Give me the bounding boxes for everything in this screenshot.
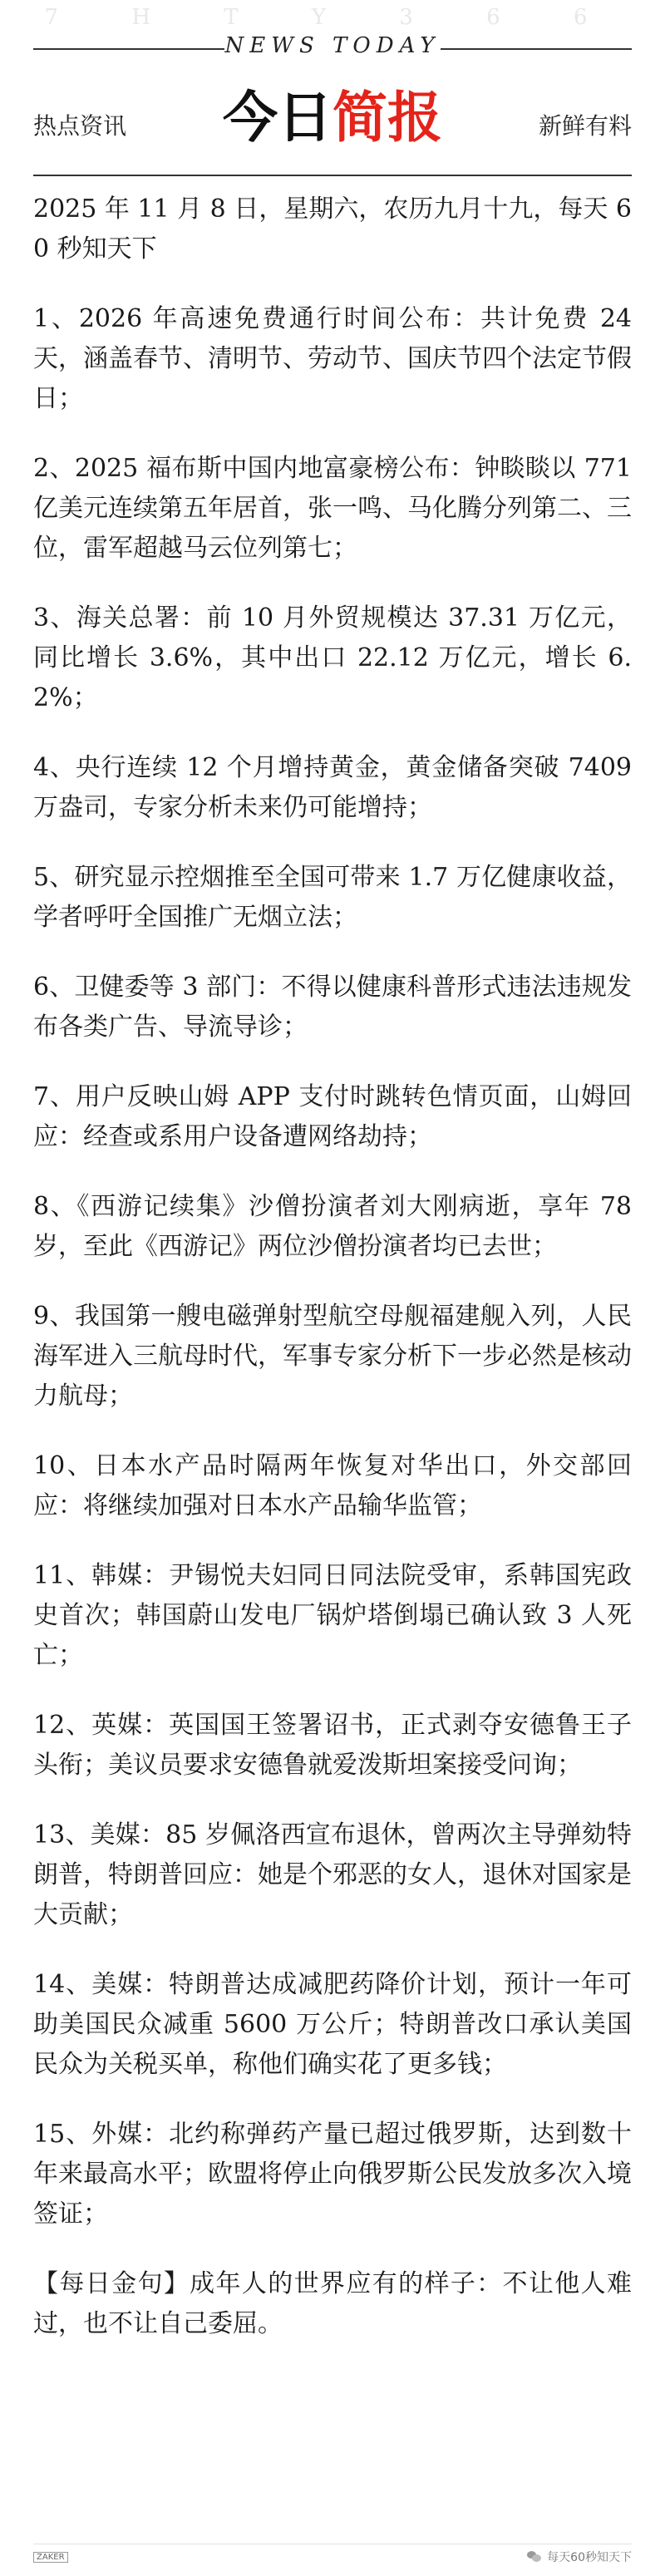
news-item-9: 9、我国第一艘电磁弹射型航空母舰福建舰入列，人民海军进入三航母时代，军事专家分析下一步必然是核动力航母； xyxy=(33,1302,632,1411)
daily-quote: 【每日金句】成年人的世界应有的样子：不让他人难过，也不让自己委屈。 xyxy=(33,2269,632,2338)
source-tag: ZAKER xyxy=(33,2552,68,2563)
news-item-15: 15、外媒：北约称弹药产量已超过俄罗斯，达到数十年来最高水平；欧盟将停止向俄罗斯公民发放多次入境签证； xyxy=(33,2120,632,2229)
account-name: 每天60秒知天下 xyxy=(547,2551,632,2564)
brand-subtitle: NEWS TODAY xyxy=(224,33,441,58)
account-credit[interactable] xyxy=(527,2549,632,2565)
footer xyxy=(0,2527,665,2576)
news-item-5: 5、研究显示控烟推至全国可带来 1.7 万亿健康收益，学者呼吁全国推广无烟立法； xyxy=(33,863,632,932)
news-item-4: 4、央行连续 12 个月增持黄金，黄金储备突破 7409 万盎司，专家分析未来仍可能增持； xyxy=(33,753,632,822)
news-item-8: 8、《西游记续集》沙僧扮演者刘大刚病逝，享年 78 岁，至此《西游记》两位沙僧扮演者均已去世； xyxy=(33,1192,632,1261)
title-black-part: 今日 xyxy=(223,86,332,150)
news-item-12: 12、英媒：英国国王签署诏书，正式剥夺安德鲁王子头衔；美议员要求安德鲁就爱泼斯坦案接受问询； xyxy=(33,1711,632,1780)
news-item-14: 14、美媒：特朗普达成减肥药降价计划，预计一年可助美国民众减重 5600 万公斤；特朗普改口承认美国民众为关税买单，称他们确实花了更多钱； xyxy=(33,1970,632,2079)
news-item-3: 3、海关总署：前 10 月外贸规模达 37.31 万亿元，同比增长 3.6%，其中出口 22.12 万亿元，增长 6.2%； xyxy=(33,603,632,712)
header xyxy=(0,0,665,183)
divider xyxy=(441,48,632,50)
title-red-part: 简报 xyxy=(332,86,442,150)
watermark-text: 7 H T Y 3 6 6 xyxy=(44,5,621,30)
news-item-13: 13、美媒：85 岁佩洛西宣布退休，曾两次主导弹劾特朗普，特朗普回应：她是个邪恶的女人，退休对国家是大贡献； xyxy=(33,1820,632,1929)
news-item-1: 1、2026 年高速免费通行时间公布：共计免费 24 天，涵盖春节、清明节、劳动节、国庆节四个法定节假日； xyxy=(33,304,632,413)
left-label: 热点资讯 xyxy=(33,112,127,140)
news-item-11: 11、韩媒：尹锡悦夫妇同日同法院受审，系韩国宪政史首次；韩国蔚山发电厂锅炉塔倒塌已确认致 3 人死亡； xyxy=(33,1561,632,1670)
news-item-10: 10、日本水产品时隔两年恢复对华出口，外交部回应：将继续加强对日本水产品输华监管； xyxy=(33,1451,632,1520)
news-list xyxy=(33,190,632,2374)
right-label: 新鲜有料 xyxy=(538,112,632,140)
date-line: 2025 年 11 月 8 日，星期六，农历九月十九，每天 60 秒知天下 xyxy=(33,195,632,264)
news-item-6: 6、卫健委等 3 部门：不得以健康科普形式违法违规发布各类广告、导流导诊； xyxy=(33,973,632,1042)
news-item-2: 2、2025 福布斯中国内地富豪榜公布：钟睒睒以 771 亿美元连续第五年居首，张一鸣、马化腾分列第二、三位，雷军超越马云位列第七； xyxy=(33,454,632,563)
news-item-7: 7、用户反映山姆 APP 支付时跳转色情页面，山姆回应：经查或系用户设备遭网络劫持； xyxy=(33,1082,632,1151)
header-divider xyxy=(33,175,632,176)
wechat-icon xyxy=(527,2551,542,2563)
